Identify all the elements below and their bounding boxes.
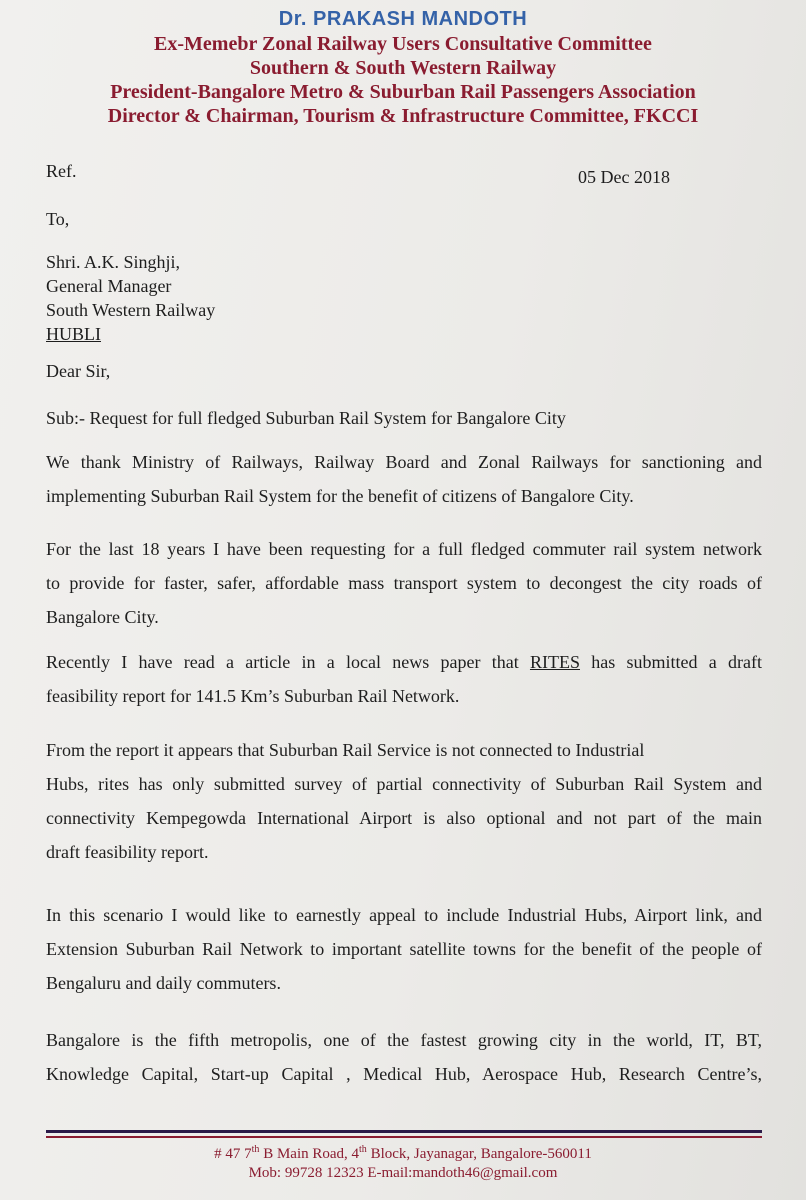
paragraph <box>46 898 762 1000</box>
paragraph-line: Bangalore is the fifth metropolis, one of the fastest growing city in the world, IT, BT, <box>46 1030 762 1050</box>
paragraph-line: Hubs, rites has only submitted survey of partial connectivity of Suburban Rail System and <box>46 774 762 794</box>
letterhead-line: Southern & South Western Railway <box>249 57 557 79</box>
footer-address-sup: th <box>251 1144 260 1155</box>
letterhead-line: President-Bangalore Metro & Suburban Rail Passengers Association <box>110 81 696 103</box>
paragraph <box>46 1023 762 1091</box>
to-label: To, <box>46 209 70 229</box>
paragraph-line: Extension Suburban Rail Network to important satellite towns for the benefit of the people of <box>46 939 762 959</box>
paragraph <box>46 733 762 869</box>
footer-contact: Mob: 99728 12323 E-mail:mandoth46@gmail.com <box>248 1165 558 1181</box>
letter-date: 05 Dec 2018 <box>578 167 670 187</box>
paragraph-line <box>46 645 762 679</box>
paragraph-line: We thank Ministry of Railways, Railway Board and Zonal Railways for sanctioning and <box>46 452 762 472</box>
paragraph <box>46 532 762 634</box>
paragraph <box>46 645 762 713</box>
paragraph-line: For the last 18 years I have been requesting for a full fledged commuter rail system network <box>46 539 762 559</box>
ref-label: Ref. <box>46 161 77 181</box>
paragraph-line: draft feasibility report. <box>46 842 209 862</box>
footer <box>0 1140 806 1183</box>
footer-address <box>0 1140 806 1164</box>
letterhead-line: Director & Chairman, Tourism & Infrastructure Committee, FKCCI <box>107 105 699 127</box>
text-segment: Recently I have read a article in a local news paper that <box>46 652 519 672</box>
recipient-city: HUBLI <box>46 324 101 344</box>
paragraph-line: connectivity Kempegowda International Airport is also optional and not part of the main <box>46 808 762 828</box>
rites-link-text: RITES <box>529 652 580 672</box>
letterhead-line: Ex-Memebr Zonal Railway Users Consultative Committee <box>154 33 652 55</box>
paragraph-line: Bangalore City. <box>46 607 159 627</box>
recipient-title: General Manager <box>46 276 172 296</box>
recipient-org: South Western Railway <box>46 300 216 320</box>
footer-address-sup: th <box>359 1144 367 1155</box>
footer-divider <box>46 1130 762 1133</box>
letterhead-name: Dr. PRAKASH MANDOTH <box>278 8 528 30</box>
footer-address-part: B Main Road, 4 <box>259 1146 360 1162</box>
paragraph-line: Bengaluru and daily commuters. <box>46 973 281 993</box>
paragraph-line: to provide for faster, safer, affordable mass transport system to decongest the city roads of <box>46 573 762 593</box>
letterhead <box>0 6 806 128</box>
salutation: Dear Sir, <box>46 361 111 381</box>
subject-line: Sub:- Request for full fledged Suburban Rail System for Bangalore City <box>46 408 566 428</box>
text-segment: has submitted a draft <box>591 652 762 672</box>
paragraph-line: feasibility report for 141.5 Km’s Suburban Rail Network. <box>46 686 460 706</box>
paragraph-line: In this scenario I would like to earnestly appeal to include Industrial Hubs, Airport link, and <box>46 905 762 925</box>
footer-divider <box>46 1136 762 1138</box>
footer-address-part: Block, Jayanagar, Bangalore-560011 <box>366 1146 592 1162</box>
paragraph-line: From the report it appears that Suburban Rail Service is not connected to Industrial <box>46 740 645 760</box>
footer-address-part: # 47 7 <box>214 1146 252 1162</box>
paragraph-line: Knowledge Capital, Start-up Capital , Medical Hub, Aerospace Hub, Research Centre’s, <box>46 1064 762 1084</box>
recipient-name: Shri. A.K. Singhji, <box>46 252 181 272</box>
paragraph <box>46 445 762 513</box>
paragraph-line: implementing Suburban Rail System for the benefit of citizens of Bangalore City. <box>46 486 634 506</box>
